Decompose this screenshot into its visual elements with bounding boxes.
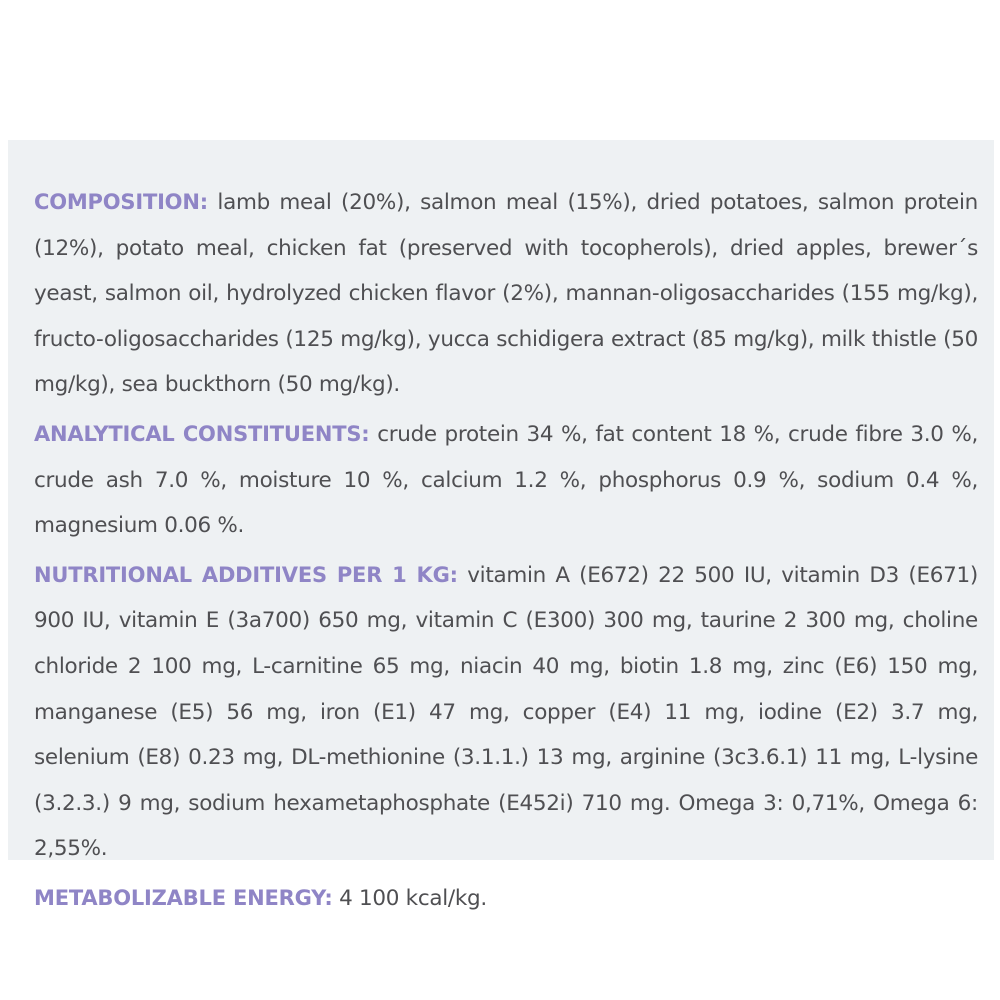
nutritional-additives-section <box>34 553 978 872</box>
analytical-constituents-text: crude protein 34 %, fat content 18 %, crude fibre 3.0 %, crude ash 7.0 %, moisture 10 %, calcium 1.2 %, phosphorus 0.9 %, sodium 0.4 %, magnesium 0.06 %. <box>34 421 978 539</box>
nutritional-additives-heading: NUTRITIONAL ADDITIVES PER 1 KG: <box>34 562 458 587</box>
nutritional-additives-text: vitamin A (E672) 22 500 IU, vitamin D3 (E671) 900 IU, vitamin E (3a700) 650 mg, vitamin C (E300) 300 mg, taurine 2 300 mg, choline chloride 2 100 mg, L-carnitine 65 mg, niacin 40 mg, biotin 1.8 mg, zinc (E6) 150 mg, manganese (E5) 56 mg, iron (E1) 47 mg, copper (E4) 11 mg, iodine (E2) 3.7 mg, selenium (E8) 0.23 mg, DL-methionine (3.1.1.) 13 mg, arginine (3c3.6.1) 11 mg, L-lysine (3.2.3.) 9 mg, sodium hexametaphosphate (E452i) 710 mg. Omega 3: 0,71%, Omega 6: 2,55%. <box>34 562 978 862</box>
composition-section <box>34 180 978 408</box>
analytical-constituents-heading: ANALYTICAL CONSTITUENTS: <box>34 421 370 446</box>
metabolizable-energy-heading: METABOLIZABLE ENERGY: <box>34 885 333 910</box>
analytical-constituents-section <box>34 412 978 549</box>
metabolizable-energy-text: 4 100 kcal/kg. <box>332 885 487 911</box>
composition-text: lamb meal (20%), salmon meal (15%), dried potatoes, salmon protein (12%), potato meal, chicken fat (preserved with tocopherols), dried apples, brewer´s yeast, salmon oil, hydrolyzed chicken flavor (2%), mannan-oligosaccharides (155 mg/kg), fructo-oligosaccharides (125 mg/kg), yucca schidigera extract (85 mg/kg), milk thistle (50 mg/kg), sea buckthorn (50 mg/kg). <box>34 190 978 398</box>
metabolizable-energy-section <box>34 876 978 922</box>
nutrition-label-panel <box>8 140 994 911</box>
composition-heading: COMPOSITION: <box>34 190 208 214</box>
